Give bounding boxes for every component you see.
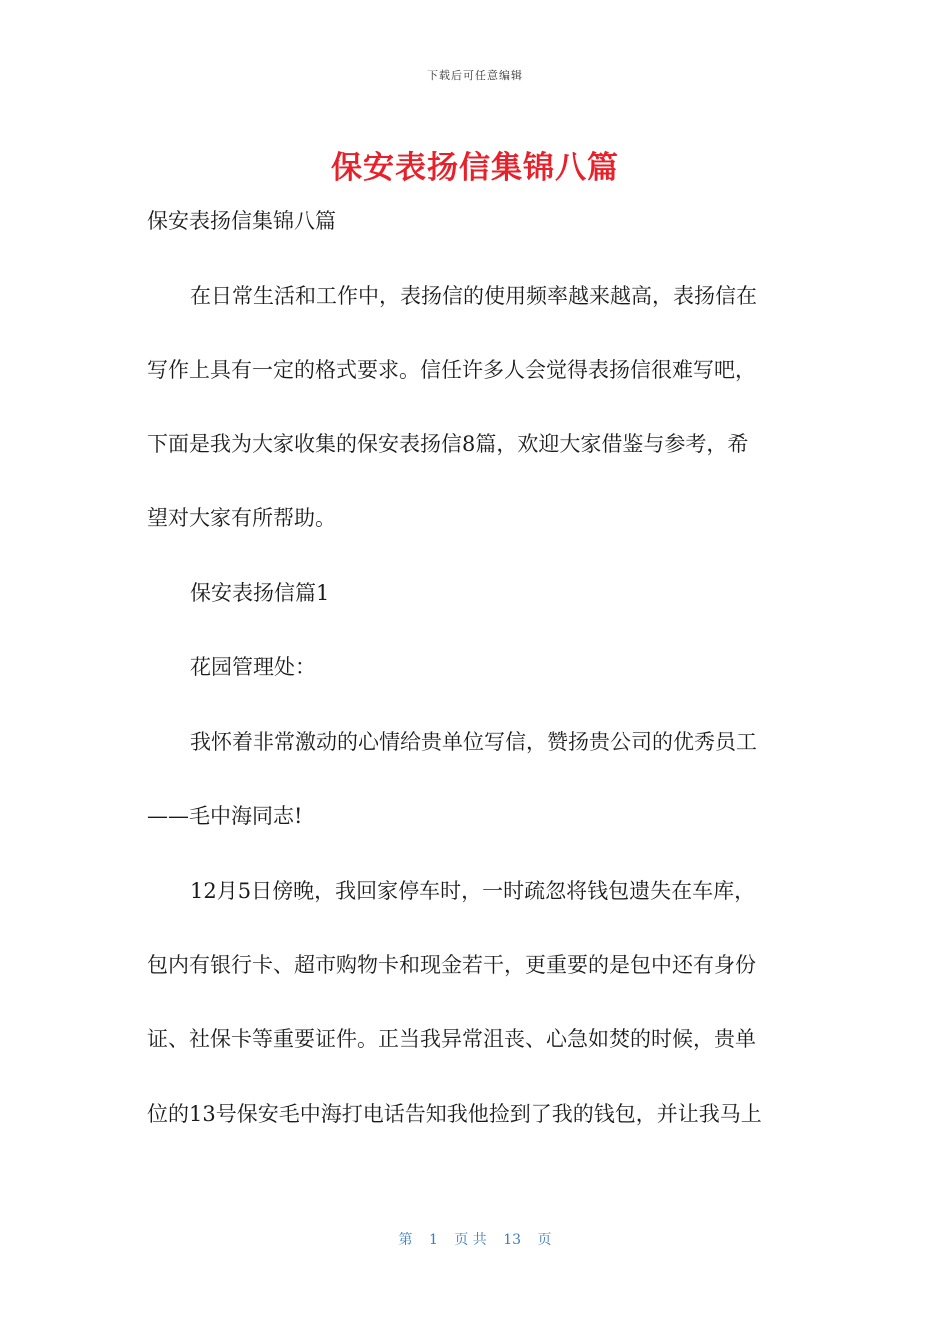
subtitle-line: 保安表扬信集锦八篇 <box>147 209 336 233</box>
paragraph-line: 12月5日傍晚，我回家停车时，一时疏忽将钱包遗失在车库， <box>190 879 756 903</box>
footer-end-label: 页 <box>537 1232 552 1248</box>
page-footer <box>0 1229 950 1249</box>
document-title: 保安表扬信集锦八篇 <box>331 150 619 186</box>
paragraph-line: 包内有银行卡、超市购物卡和现金若干，更重要的是包中还有身份 <box>147 953 756 977</box>
footer-total-label: 页 共 <box>454 1232 487 1248</box>
paragraph-line: 我怀着非常激动的心情给贵单位写信，赞扬贵公司的优秀员工 <box>190 730 757 754</box>
page-header-note: 下载后可任意编辑 <box>427 69 523 82</box>
paragraph-line: 下面是我为大家收集的保安表扬信8篇，欢迎大家借鉴与参考，希 <box>147 432 749 456</box>
footer-page-label: 第 <box>398 1232 413 1248</box>
paragraph-line: 位的13号保安毛中海打电话告知我他捡到了我的钱包，并让我马上 <box>147 1102 762 1126</box>
section-heading: 保安表扬信篇1 <box>190 581 330 605</box>
footer-current-page: 1 <box>428 1232 438 1248</box>
footer-total-pages: 13 <box>503 1232 522 1248</box>
paragraph-line: 在日常生活和工作中，表扬信的使用频率越来越高，表扬信在 <box>190 284 757 308</box>
paragraph-line: ——毛中海同志! <box>147 804 303 828</box>
paragraph-line: 写作上具有一定的格式要求。信任许多人会觉得表扬信很难写吧， <box>147 358 756 382</box>
salutation-line: 花园管理处： <box>190 655 316 679</box>
paragraph-line: 证、社保卡等重要证件。正当我异常沮丧、心急如焚的时候，贵单 <box>147 1027 756 1051</box>
paragraph-line: 望对大家有所帮助。 <box>147 506 336 530</box>
